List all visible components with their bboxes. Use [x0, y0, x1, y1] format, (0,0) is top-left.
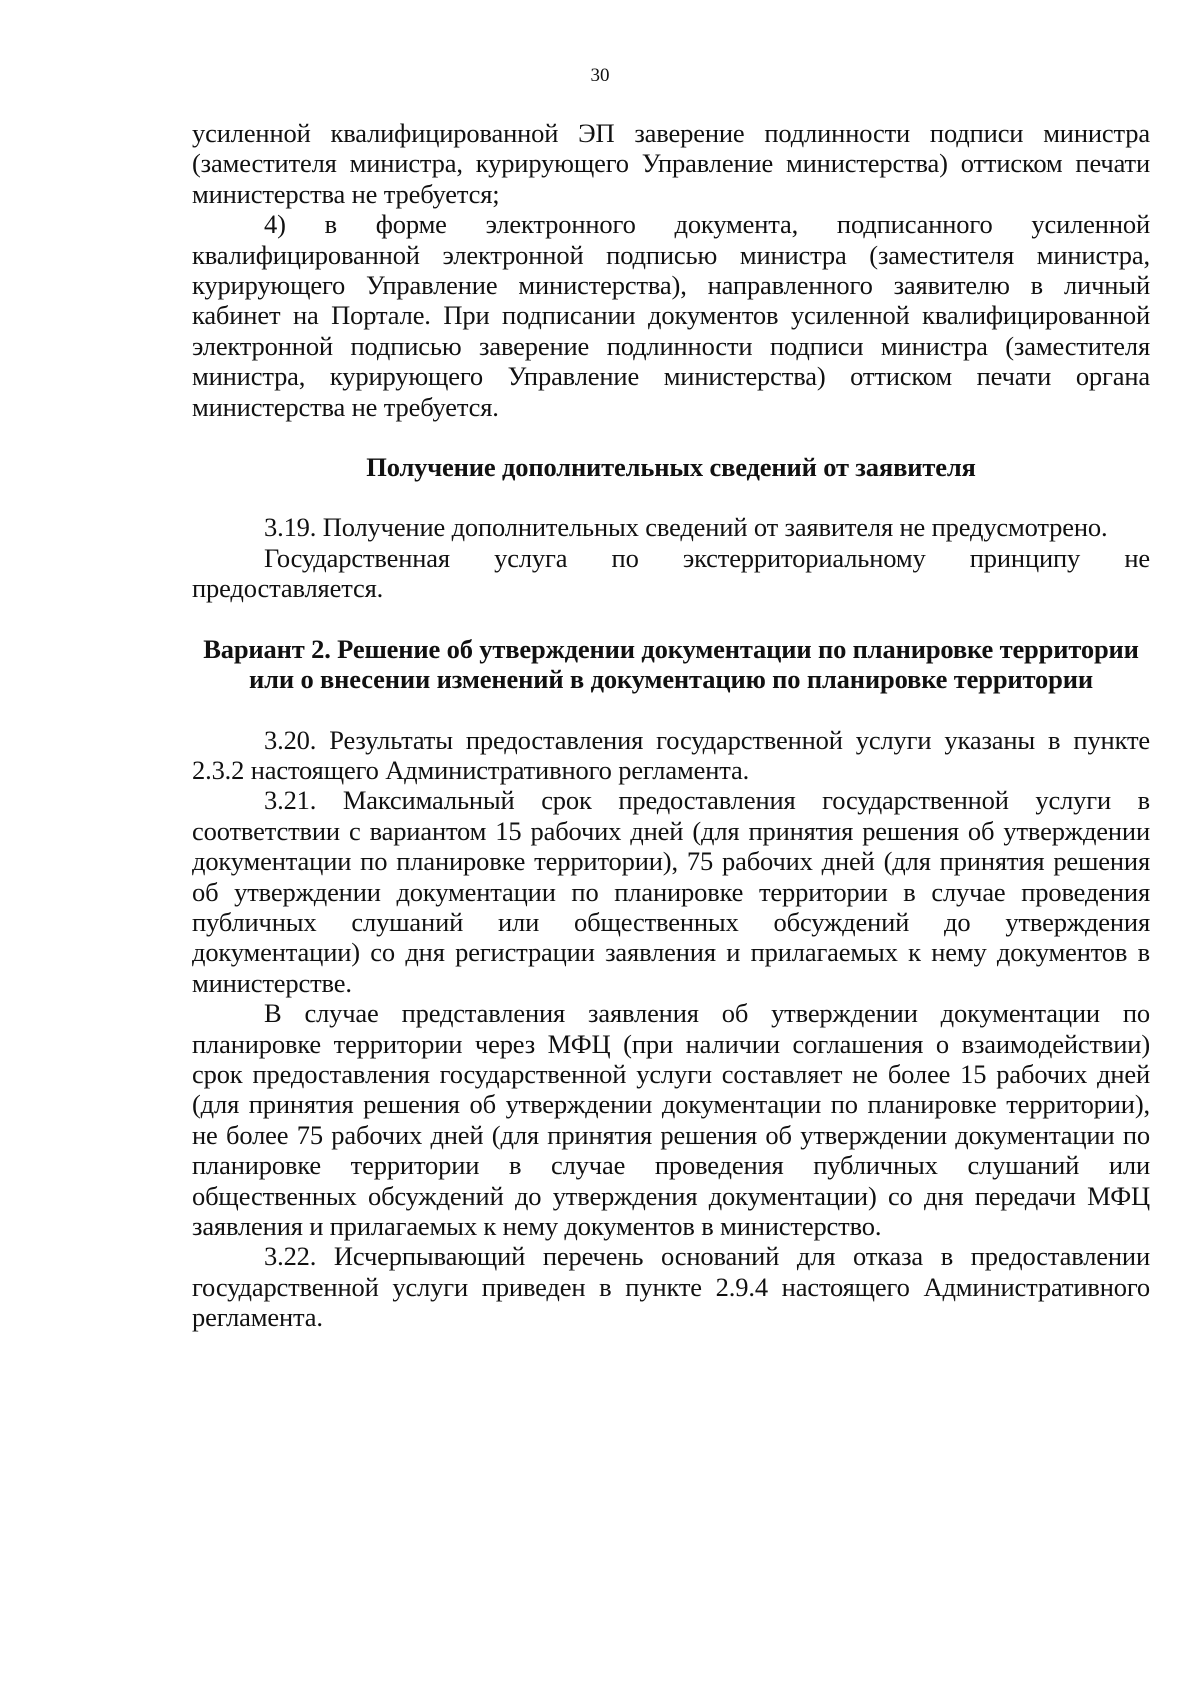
- paragraph-3-19: 3.19. Получение дополнительных сведений от заявителя не предусмотрено.: [264, 512, 1108, 543]
- paragraph: усиленной квалифицированной ЭП заверение подлинности подписи министра (заместителя министра, курирующего Управление министерства) оттиском печати министерства не требуется;: [192, 118, 1150, 209]
- paragraph: В случае представления заявления об утверждении документации по планировке территории через МФЦ (при наличии соглашения о взаимодействии) срок предоставления государственной услуги составляет не более 15 рабочих дней (для принятия решения об утверждении документации по планировке территории), не более 75 рабочих дней (для принятия решения об утверждении документации по планировке территории в случае проведения публичных слушаний или общественных обсуждений до утверждения документации) со дня передачи МФЦ заявления и прилагаемых к нему документов в министерство.: [192, 998, 1150, 1241]
- document-body: [192, 118, 1150, 1333]
- paragraph: 4) в форме электронного документа, подписанного усиленной квалифицированной электронной подписью министра (заместителя министра, курирующего Управление министерства), направленного заявителю в личный кабинет на Портале. При подписании документов усиленной квалифицированной электронной подписью заверение подлинности подписи министра (заместителя министра, курирующего Управление министерства) оттиском печати органа министерства не требуется.: [192, 209, 1150, 422]
- section-heading-variant-2: Вариант 2. Решение об утверждении документации по планировке территории или о внесении изменений в документацию по планировке территории: [203, 633, 1139, 695]
- paragraph: Государственная услуга по экстерриториальному принципу не предоставляется.: [192, 542, 1150, 604]
- paragraph-3-22: 3.22. Исчерпывающий перечень оснований для отказа в предоставлении государственной услуги приведен в пункте 2.9.4 настоящего Административного регламента.: [192, 1241, 1150, 1333]
- paragraph-3-21: 3.21. Максимальный срок предоставления государственной услуги в соответствии с вариантом 15 рабочих дней (для принятия решения об утверждении документации по планировке территории), 75 рабочих дней (для принятия решения об утверждении документации по планировке территории в случае проведения публичных слушаний или общественных обсуждений до утверждения документации) со дня регистрации заявления и прилагаемых к нему документов в министерстве.: [192, 785, 1150, 998]
- section-heading-additional-info: Получение дополнительных сведений от заявителя: [366, 452, 976, 483]
- page-number: 30: [590, 65, 610, 86]
- paragraph-3-20: 3.20. Результаты предоставления государственной услуги указаны в пункте 2.3.2 настоящего Административного регламента.: [192, 724, 1150, 785]
